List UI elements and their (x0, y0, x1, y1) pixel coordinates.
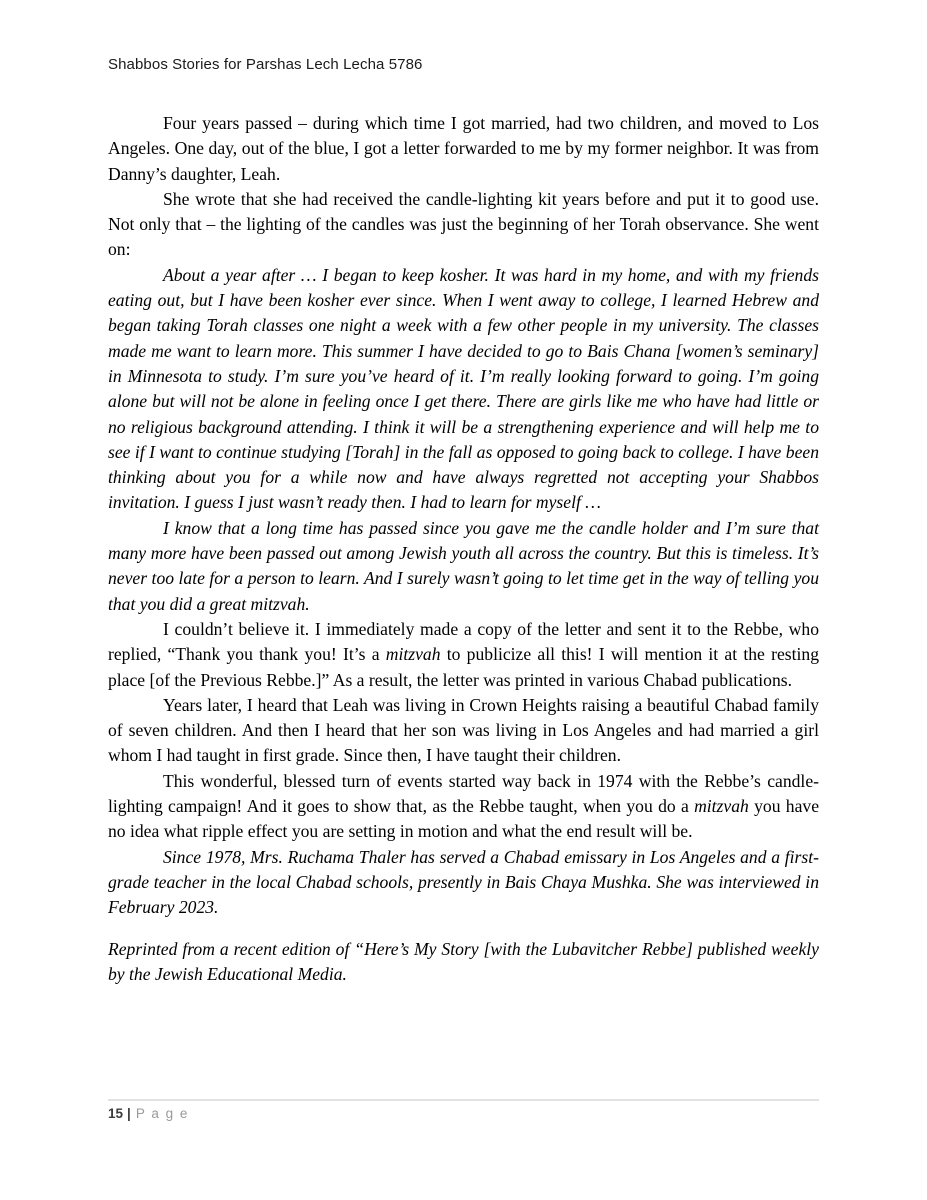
paragraph (108, 187, 819, 263)
footer-page-label: P a g e (135, 1106, 189, 1121)
text-run: Since 1978, Mrs. Ruchama Thaler has served a Chabad emissary in Los Angeles and a first-grade teacher in the local Chabad schools, presently in Bais Chaya Mushka. She was interviewed in February 2023. (108, 846, 819, 918)
paragraph (108, 845, 819, 921)
text-run: to publicize all this! I will mention it at the resting place [of the Previous Rebbe.]” As a result, the letter was printed in various Chabad publications. (108, 644, 820, 690)
paragraph (108, 617, 819, 693)
text-run: Reprinted from a recent edition of “Here’s My Story [with the Lubavitcher Rebbe] published weekly by the Jewish Educational Media. (108, 938, 819, 984)
text-run: Four years passed – during which time I got married, had two children, and moved to Los Angeles. One day, out of the blue, I got a letter forwarded to me by my former neighbor. It was from Danny’s daughter, Leah. (108, 113, 819, 184)
page-footer (108, 1106, 189, 1121)
paragraph (108, 516, 819, 617)
text-run: About a year after … I began to keep kosher. It was hard in my home, and with my friends eating out, but I have been kosher ever since. When I went away to college, I learned Hebrew and began taking Torah classes one night a week with a few other people in my university. The classes made me want to learn more. This summer I have decided to go to Bais Chana [women’s seminary] in Minnesota to study. I’m sure you’ve heard of it. I’m really looking forward to going. I’m going alone but will not be alone in feeling once I get there. There are girls like me who have had little or no religious background attending. I think it will be a strengthening experience and will help me to see if I want to continue studying [Torah] in the fall as opposed to going back to college. I have been thinking about you for a while now and have always regretted not accepting your Shabbos invitation. I guess I just wasn’t ready then. I had to learn for myself … (108, 264, 819, 513)
text-run: I couldn’t believe it. I immediately made a copy of the letter and sent it to the Rebbe, who replied, “Thank you thank you! It’s a (108, 618, 819, 665)
text-run: I know that a long time has passed since you gave me the candle holder and I’m sure that many more have been passed out among Jewish youth all across the country. But this is timeless. It’s never too late for a person to learn. And I surely wasn’t going to let time get in the way of telling you that you did a great mitzvah. (108, 517, 819, 614)
paragraph (108, 693, 819, 769)
paragraph (108, 769, 819, 845)
document-body (108, 111, 819, 987)
text-run: She wrote that she had received the candle-lighting kit years before and put it to good use. Not only that – the lighting of the candles was just the beginning of her Torah observance. She went on: (108, 188, 819, 260)
italic-run: mitzvah (385, 644, 441, 665)
text-run: you have no idea what ripple effect you are setting in motion and what the end result will be. (108, 796, 820, 842)
header-title: Shabbos Stories for Parshas Lech Lecha 5786 (108, 56, 423, 73)
footer-separator: | (127, 1106, 131, 1121)
paragraph (108, 111, 819, 187)
text-run: Years later, I heard that Leah was living in Crown Heights raising a beautiful Chabad family of seven children. And then I heard that her son was living in Los Angeles and had married a girl whom I had taught in first grade. Since then, I have taught their children. (108, 694, 819, 766)
footer-divider (108, 1099, 819, 1101)
text-run: This wonderful, blessed turn of events started way back in 1974 with the Rebbe’s candle-lighting campaign! And it goes to show that, as the Rebbe taught, when you do a (108, 770, 819, 817)
page-header (108, 56, 423, 73)
paragraph (108, 263, 819, 516)
paragraph (108, 937, 819, 988)
italic-run: mitzvah (694, 796, 749, 817)
page-number: 15 (108, 1106, 124, 1121)
